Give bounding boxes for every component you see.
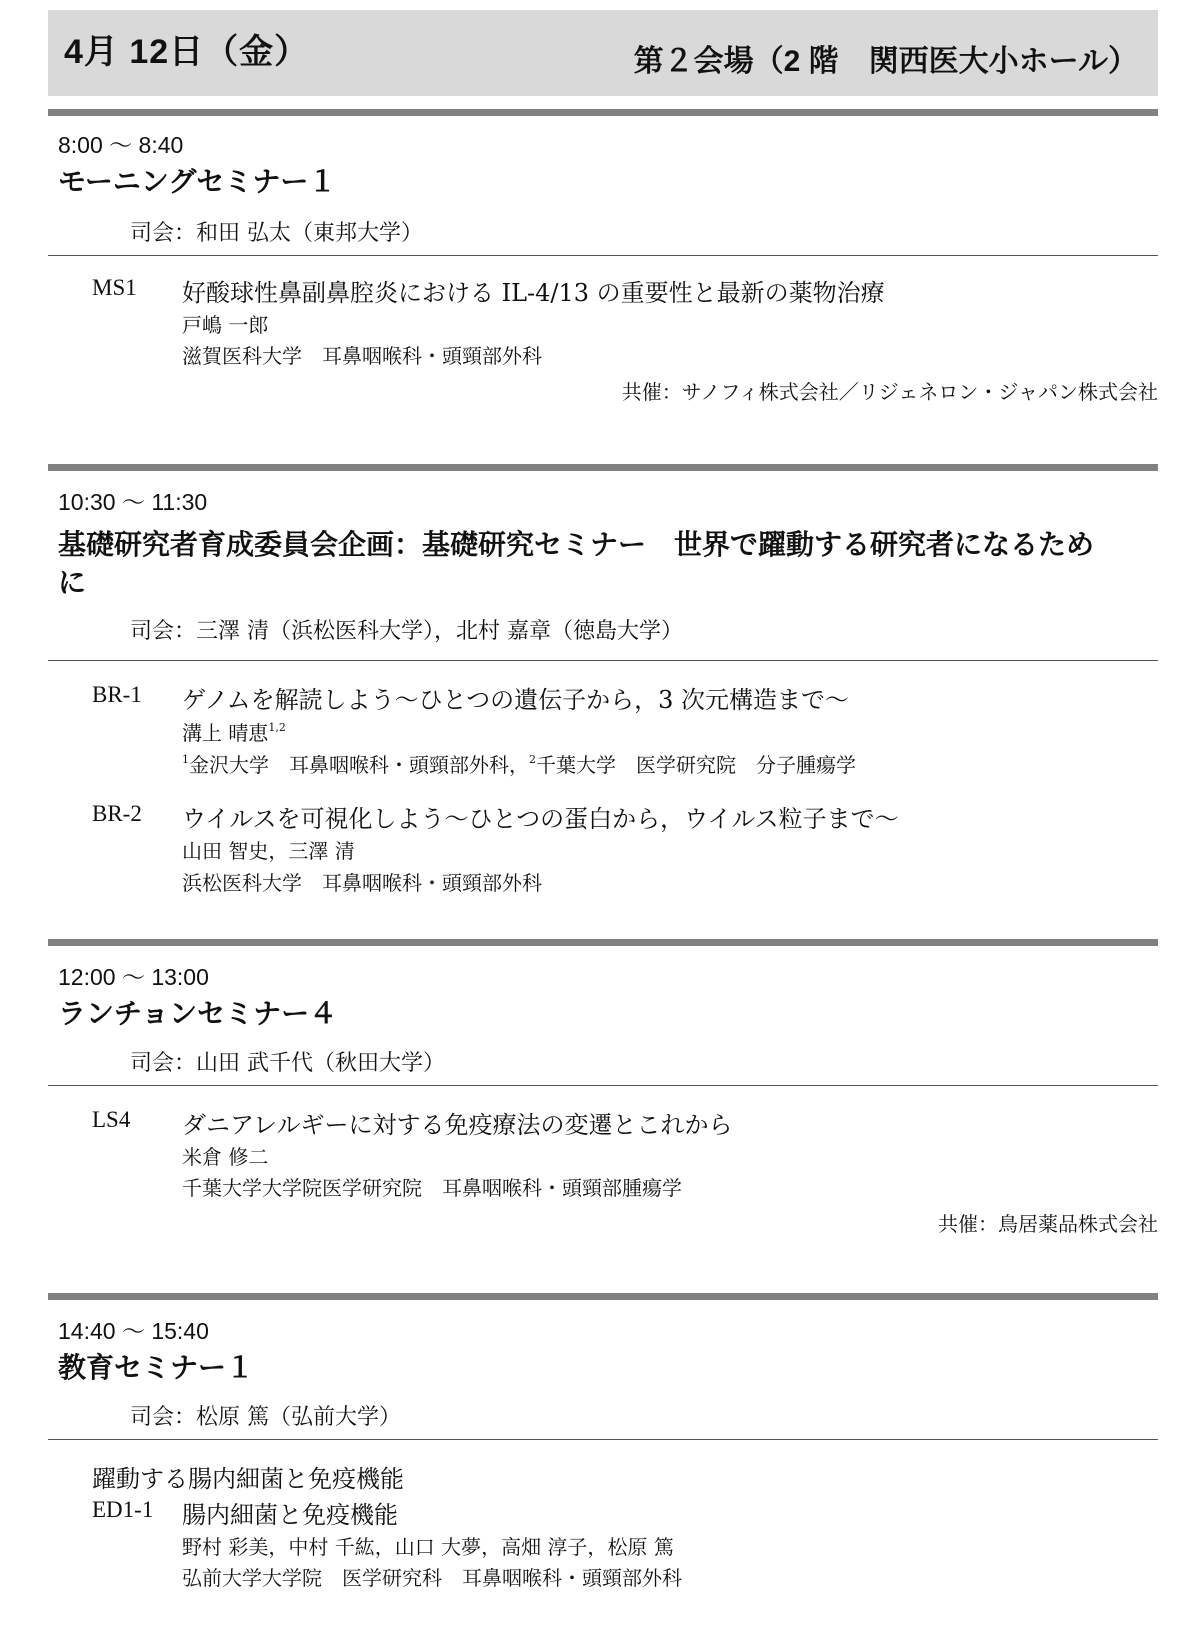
- session-time: 12:00 〜 13:00: [58, 964, 209, 990]
- affiliation-superscript: 1: [182, 753, 189, 766]
- day-header: [48, 10, 1158, 96]
- session-chair: 司会：三澤 清（浜松医科大学），北村 嘉章（徳島大学）: [130, 619, 683, 644]
- session-time: 14:40 〜 15:40: [58, 1318, 209, 1344]
- session-morning-seminar: [48, 109, 1158, 404]
- talk-affiliation: 滋賀医科大学 耳鼻咽喉科・頭頸部外科: [182, 344, 542, 368]
- talk-authors: 戸嶋 一郎: [182, 313, 269, 337]
- session-education-seminar: [48, 1293, 1158, 1590]
- session-title: 基礎研究者育成委員会企画：基礎研究セミナー 世界で躍動する研究者になるために: [58, 528, 1095, 599]
- talk-affiliation: $^1$金沢大学 耳鼻咽喉科・頭頸部外科，$^2$千葉大学 医学研究院 分子腫瘍学: [182, 753, 856, 777]
- session-chair: 司会：松原 篤（弘前大学）: [130, 1405, 401, 1430]
- talk-title: ゲノムを解読しよう〜ひとつの遺伝子から，3 次元構造まで〜: [182, 686, 850, 714]
- session-chair: 司会：和田 弘太（東邦大学）: [130, 221, 423, 246]
- session-basic-research-seminar: [48, 464, 1158, 895]
- talk-code: ED1-1: [92, 1497, 154, 1522]
- chair-divider: [48, 1085, 1158, 1086]
- session-chair: 司会：山田 武千代（秋田大学）: [130, 1051, 445, 1076]
- session-title: 教育セミナー１: [58, 1351, 255, 1384]
- talk-title: ダニアレルギーに対する免疫療法の変遷とこれから: [182, 1111, 733, 1139]
- talk-affiliation: 千葉大学大学院医学研究院 耳鼻咽喉科・頭頸部腫瘍学: [182, 1176, 682, 1200]
- talk-code: BR-1: [92, 682, 142, 707]
- session-title: ランチョンセミナー４: [58, 997, 338, 1030]
- session-luncheon-seminar: [48, 939, 1158, 1236]
- session-divider: [48, 109, 1158, 116]
- affiliation-superscript: 2: [529, 753, 536, 766]
- session-sponsor: 共催：サノフィ株式会社／リジェネロン・ジャパン株式会社: [621, 380, 1158, 404]
- talk-affiliation: 弘前大学大学院 医学研究科 耳鼻咽喉科・頭頸部外科: [182, 1566, 682, 1590]
- chair-divider: [48, 1439, 1158, 1440]
- session-time: 8:00 〜 8:40: [58, 132, 184, 158]
- talk-authors: 野村 彩美，中村 千紘，山口 大夢，高畑 淳子，松原 篤: [182, 1535, 674, 1559]
- talk-affiliation: 浜松医科大学 耳鼻咽喉科・頭頸部外科: [182, 871, 542, 895]
- talk-authors: 山田 智史，三澤 清: [182, 839, 355, 863]
- header-date: 4月 12日（金）: [64, 33, 310, 71]
- session-divider: [48, 939, 1158, 946]
- talk-title: 好酸球性鼻副鼻腔炎における IL-4/13 の重要性と最新の薬物治療: [182, 279, 885, 307]
- session-title: モーニングセミナー１: [58, 165, 337, 198]
- chair-divider: [48, 255, 1158, 256]
- talk-title: ウイルスを可視化しよう〜ひとつの蛋白から，ウイルス粒子まで〜: [182, 805, 899, 833]
- talk-code: MS1: [92, 275, 137, 300]
- author-superscript: 1,2: [268, 721, 286, 734]
- talk-code: BR-2: [92, 801, 142, 826]
- header-venue: 第２会場（2 階 関西医大小ホール）: [633, 45, 1138, 78]
- talk-authors: 米倉 修二: [182, 1145, 269, 1169]
- session-time: 10:30 〜 11:30: [58, 489, 208, 515]
- talk-code: LS4: [92, 1107, 131, 1132]
- session-divider: [48, 1293, 1158, 1300]
- chair-divider: [48, 660, 1158, 661]
- talk-title: 腸内細菌と免疫機能: [182, 1501, 398, 1529]
- talk-authors: 溝上 晴恵$^{1,2}$: [182, 721, 286, 745]
- session-subheading: 躍動する腸内細菌と免疫機能: [92, 1465, 404, 1493]
- session-divider: [48, 464, 1158, 471]
- session-sponsor: 共催：鳥居薬品株式会社: [938, 1212, 1158, 1236]
